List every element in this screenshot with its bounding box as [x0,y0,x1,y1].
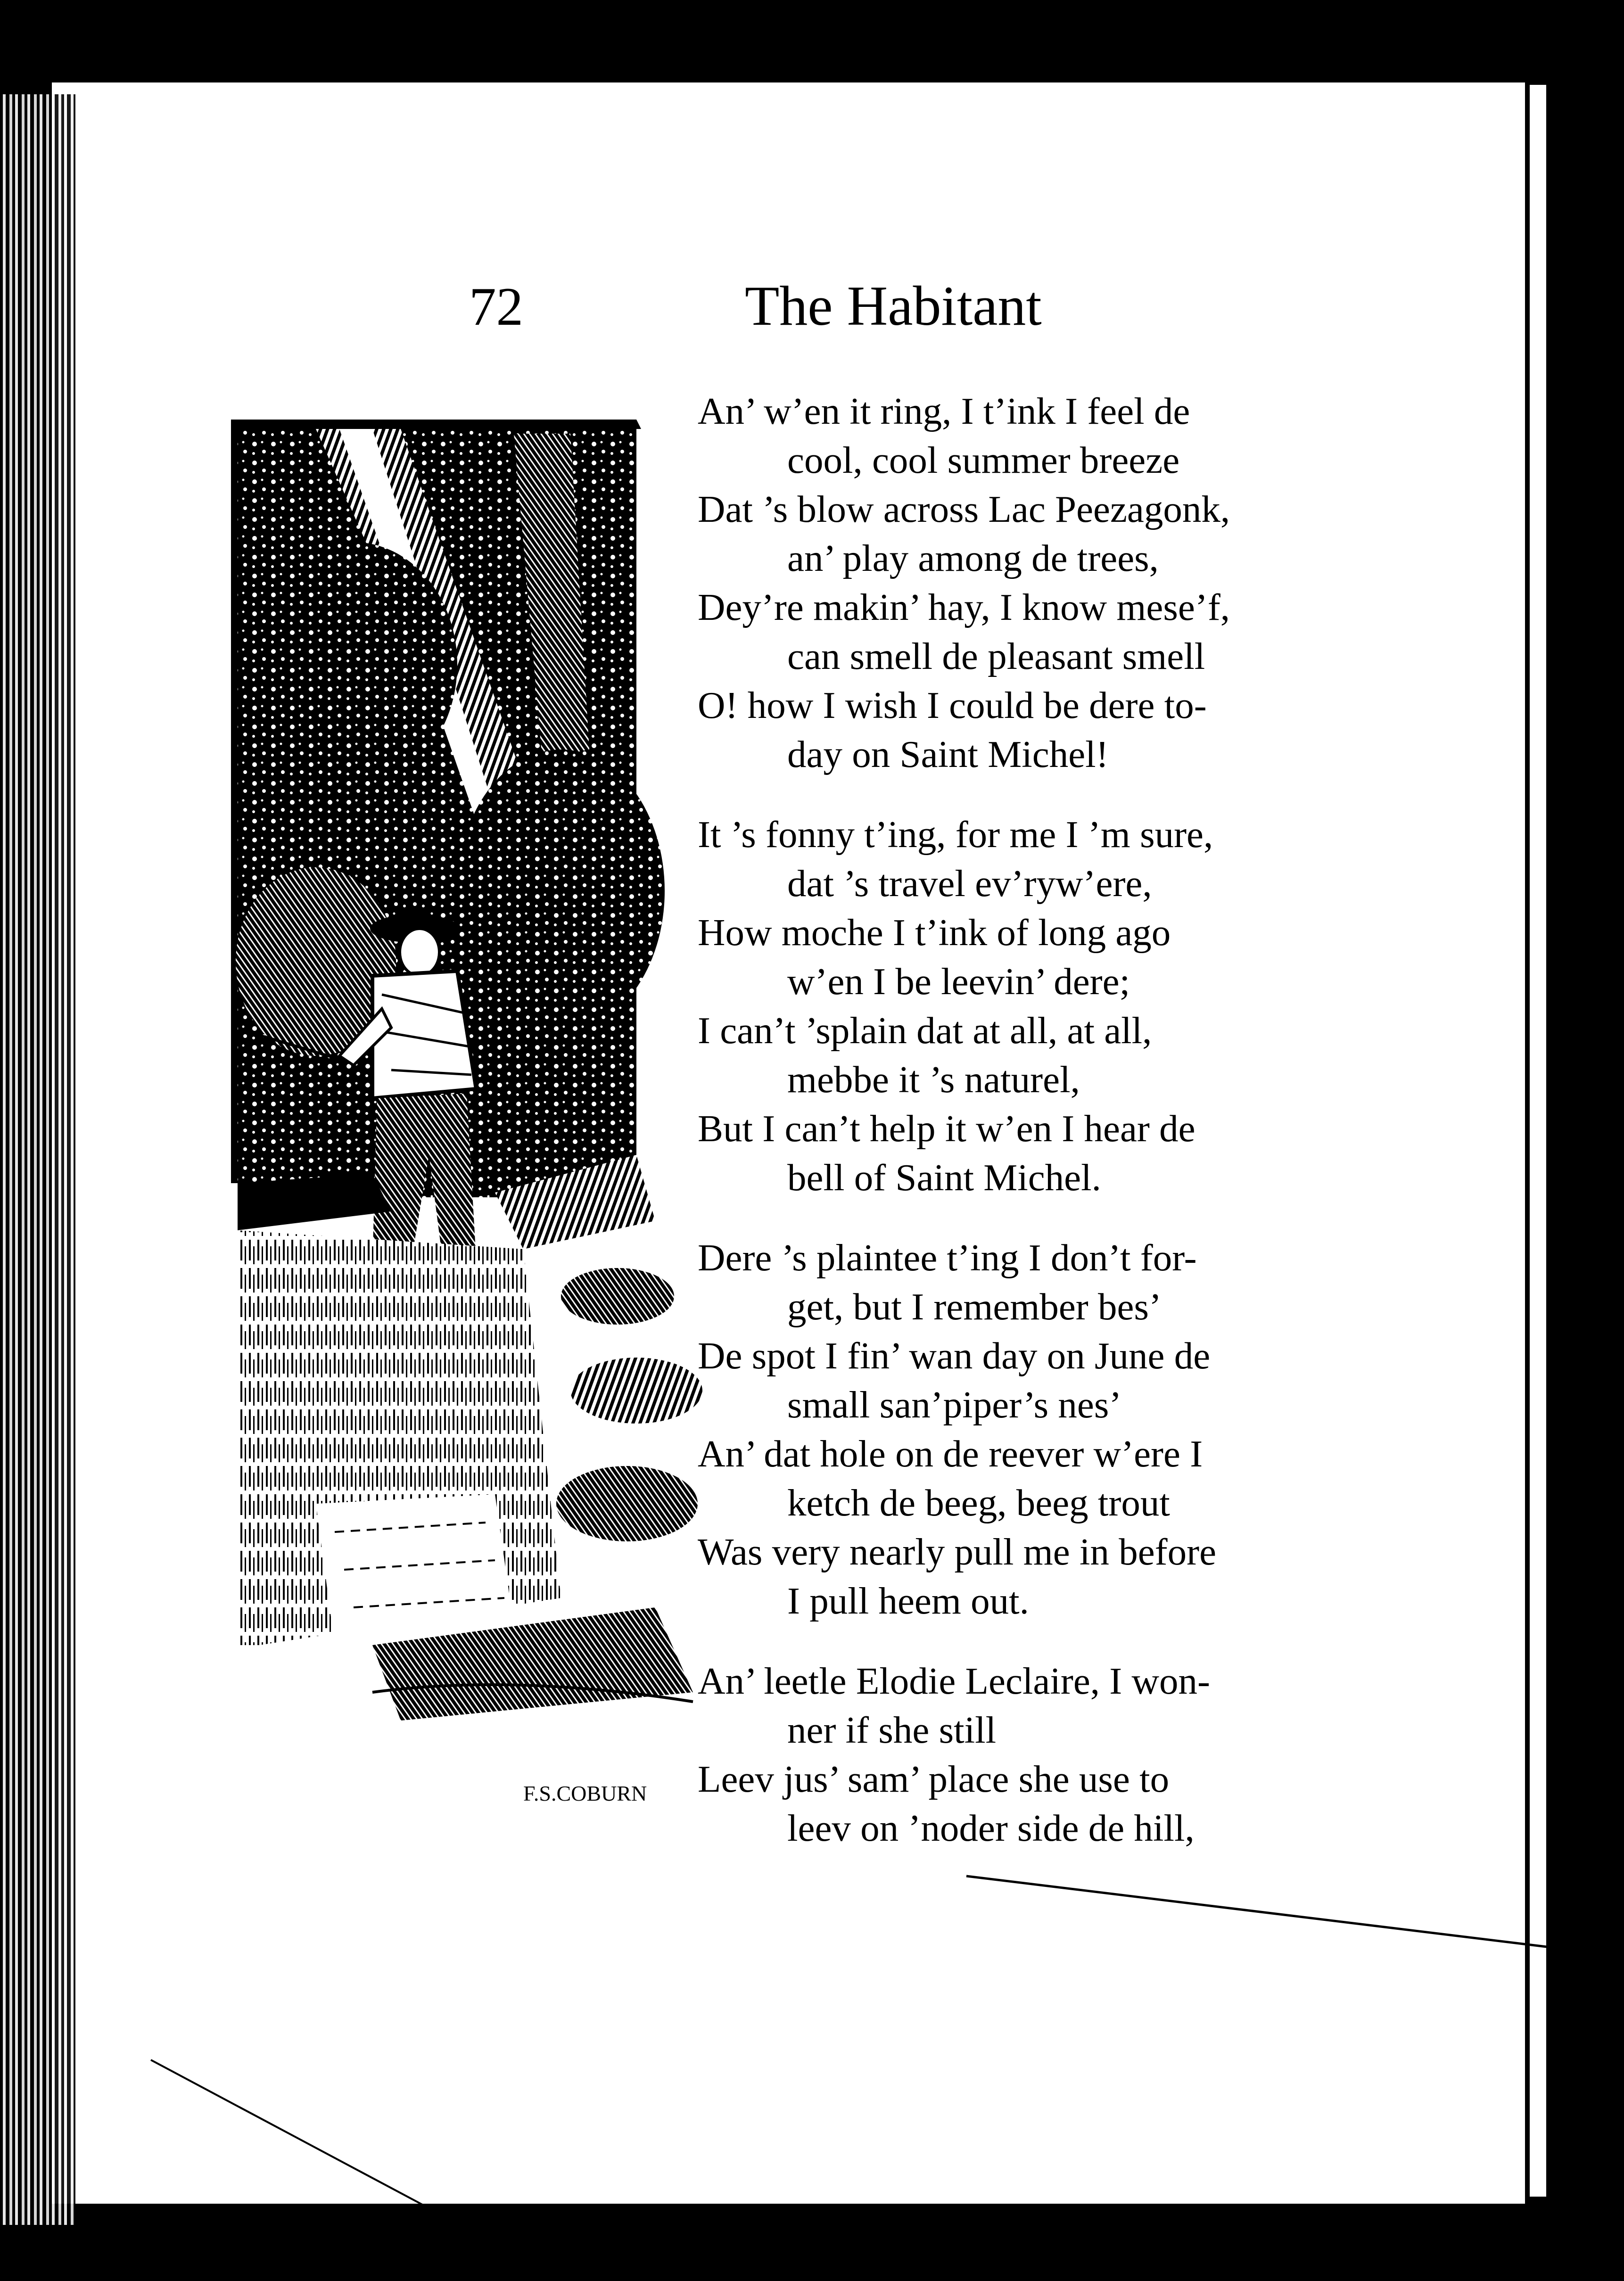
poem-line: can smell de pleasant smell [787,635,1205,677]
running-title: The Habitant [745,274,1042,337]
poem-line: an’ play among de trees, [787,537,1159,579]
poem-line: Leev jus’ sam’ place she use to [698,1758,1170,1800]
poem-line: ketch de beeg, beeg trout [787,1482,1170,1524]
poem-line: O! how I wish I could be dere to- [698,684,1207,726]
page-number: 72 [469,277,523,337]
poem-line: Was very nearly pull me in before [698,1531,1217,1573]
artist-signature: F.S.COBURN [523,1781,647,1805]
poem-line: bell of Saint Michel. [787,1156,1101,1199]
poem-line: leev on ’noder side de hill, [787,1807,1195,1849]
poem-line: Dat ’s blow across Lac Peezagonk, [698,488,1230,530]
poem-line: I pull heem out. [787,1580,1029,1622]
poem-line: I can’t ’splain dat at all, at all, [698,1009,1152,1052]
poem-line: mebbe it ’s naturel, [787,1058,1080,1101]
poem-line: De spot I fin’ wan day on June de [698,1334,1211,1377]
poem-line: Dey’re makin’ hay, I know mese’f, [698,586,1230,628]
poem-line: get, but I remember bes’ [787,1285,1162,1328]
poem-line: ner if she still [787,1709,997,1751]
poem-line: day on Saint Michel! [787,733,1109,775]
poem-line: An’ leetle Elodie Leclaire, I won- [698,1660,1210,1702]
poem-line: cool, cool summer breeze [787,439,1180,481]
poem-line: But I can’t help it w’en I hear de [698,1107,1195,1150]
poem-line: small san’piper’s nes’ [787,1383,1122,1426]
poem-line: How moche I t’ink of long ago [698,911,1171,954]
poem-line: An’ w’en it ring, I t’ink I feel de [698,390,1190,432]
poem-line: w’en I be leevin’ dere; [787,960,1130,1003]
poem-line: An’ dat hole on de reever w’ere I [698,1433,1203,1475]
poem-line: dat ’s travel ev’ryw’ere, [787,862,1152,905]
poem-line: Dere ’s plaintee t’ing I don’t for- [698,1236,1197,1279]
poem-line: It ’s fonny t’ing, for me I ’m sure, [698,813,1213,856]
